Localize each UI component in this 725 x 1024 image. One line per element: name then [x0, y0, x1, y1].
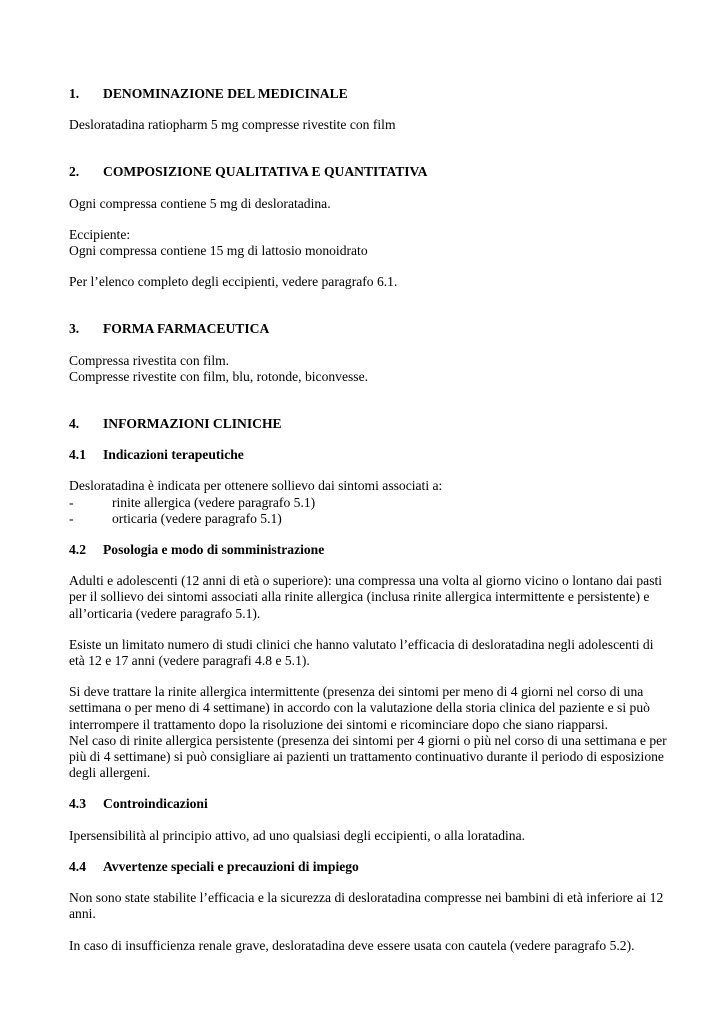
- section-heading-1: [69, 86, 669, 102]
- subsection-heading-4-1: [69, 447, 669, 463]
- paragraph: Nel caso di rinite allergica persistente (presenza dei sintomi per 4 giorni o più nel corso di una settimana e per più di 4 settimane) si può consigliare ai pazienti un trattamento continuativo durante il periodo di esposizione degli allergeni.: [69, 732, 667, 781]
- section-number: 4.3: [69, 796, 86, 812]
- section-title: Avvertenze speciali e precauzioni di impiego: [103, 858, 359, 874]
- subsection-heading-4-4: [69, 859, 669, 875]
- section-number: 4.: [69, 416, 80, 432]
- section-number: 4.1: [69, 447, 86, 463]
- list-item: [69, 495, 669, 511]
- document-page: [69, 86, 669, 954]
- paragraph: Non sono state stabilite l’efficacia e la sicurezza di desloratadina compresse nei bambini di età inferiore ai 12 anni.: [69, 890, 664, 922]
- section-number: 4.2: [69, 542, 86, 558]
- paragraph: Esiste un limitato numero di studi clinici che hanno valutato l’efficacia di desloratadina negli adolescenti di età 12 e 17 anni (vedere paragrafi 4.8 e 5.1).: [69, 636, 654, 669]
- section-title: COMPOSIZIONE QUALITATIVA E QUANTITATIVA: [103, 164, 428, 180]
- paragraph: Ipersensibilità al principio attivo, ad uno qualsiasi degli eccipienti, o alla loratadina.: [69, 827, 526, 843]
- section-number: 3.: [69, 321, 80, 337]
- section-title: Posologia e modo di somministrazione: [103, 542, 325, 558]
- section-title: DENOMINAZIONE DEL MEDICINALE: [103, 86, 348, 101]
- section-number: 1.: [69, 86, 80, 101]
- section-title: Controindicazioni: [103, 796, 208, 812]
- section-heading-4: [69, 416, 669, 432]
- paragraph: Ogni compressa contiene 15 mg di lattosio monoidrato: [69, 243, 368, 259]
- section-heading-3: [69, 321, 669, 337]
- list-item: [69, 511, 669, 527]
- section-title: Indicazioni terapeutiche: [103, 447, 244, 463]
- paragraph: Desloratadina è indicata per ottenere sollievo dai sintomi associati a:: [69, 478, 443, 494]
- paragraph: Adulti e adolescenti (12 anni di età o superiore): una compressa una volta al giorno vicino o lontano dai pasti per il sollievo dei sintomi associati alla rinite allergica (inclusa rinite allergica intermittente e persistente) e all’orticaria (vedere paragrafo 5.1).: [69, 573, 663, 621]
- section-title: FORMA FARMACEUTICA: [103, 321, 270, 337]
- paragraph: In caso di insufficienza renale grave, desloratadina deve essere usata con cautela (vedere paragrafo 5.2).: [69, 937, 635, 953]
- section-title: INFORMAZIONI CLINICHE: [103, 416, 282, 432]
- paragraph: Eccipiente:: [69, 226, 131, 242]
- paragraph: Compresse rivestite con film, blu, rotonde, biconvesse.: [69, 368, 369, 384]
- list-bullet: -: [69, 510, 74, 526]
- paragraph: Si deve trattare la rinite allergica intermittente (presenza dei sintomi per meno di 4 giorni nel corso di una settimana o per meno di 4 settimane) in accordo con la valutazione della storia clinica del paziente e si può interrompere il trattamento dopo la risoluzione dei sintomi e ricominciare dopo che siano riapparsi.: [69, 684, 650, 732]
- paragraph: Ogni compressa contiene 5 mg di desloratadina.: [69, 195, 331, 211]
- list-bullet: -: [69, 494, 74, 510]
- section-heading-2: [69, 164, 669, 180]
- list-item-text: orticaria (vedere paragrafo 5.1): [112, 510, 282, 526]
- paragraph: Per l’elenco completo degli eccipienti, vedere paragrafo 6.1.: [69, 274, 398, 290]
- subsection-heading-4-3: [69, 796, 669, 812]
- subsection-heading-4-2: [69, 542, 669, 558]
- list-item-text: rinite allergica (vedere paragrafo 5.1): [112, 494, 316, 510]
- section-number: 2.: [69, 164, 80, 180]
- paragraph: Compressa rivestita con film.: [69, 352, 230, 368]
- section-number: 4.4: [69, 858, 86, 874]
- medicine-name: Desloratadina ratiopharm 5 mg compresse rivestite con film: [69, 117, 396, 133]
